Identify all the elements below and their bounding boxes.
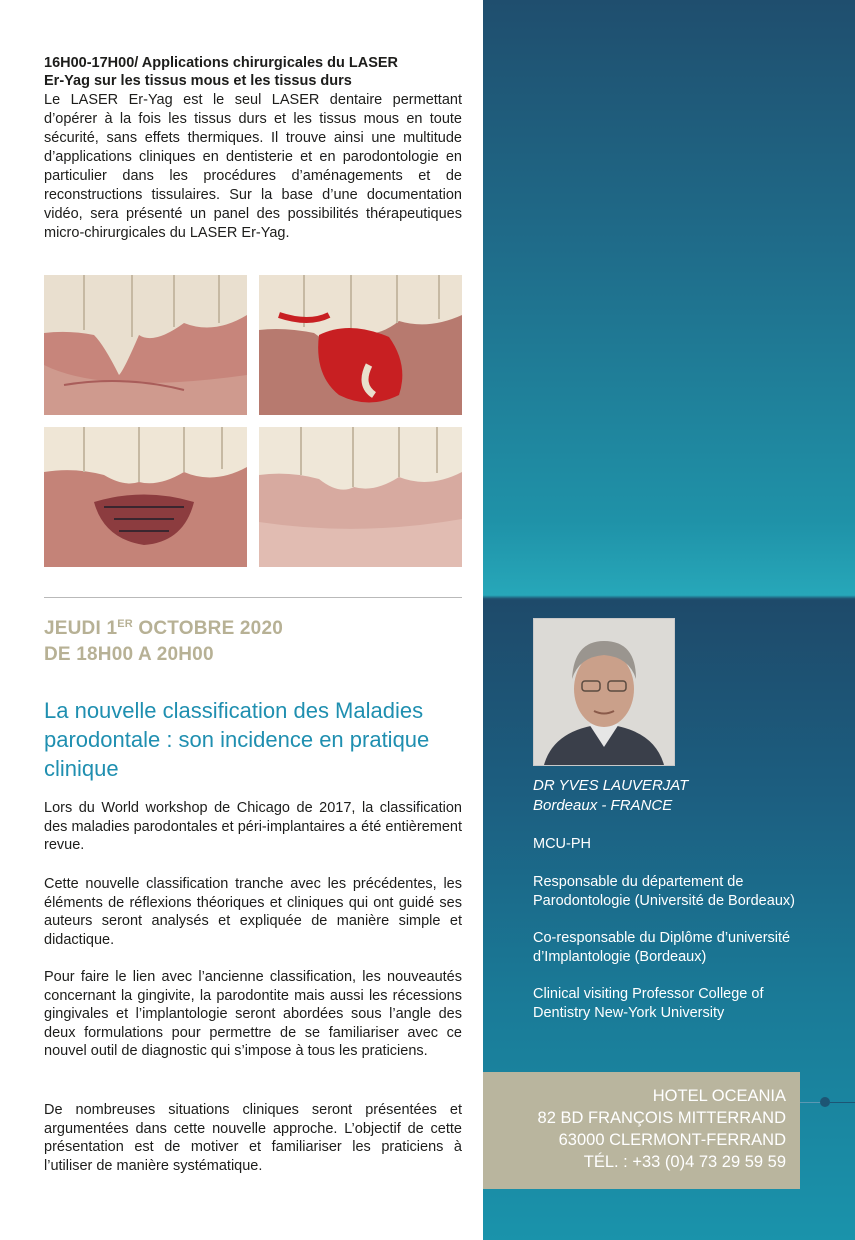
talk-paragraph-1: Lors du World workshop de Chicago de 2017, la classification des maladies parodontales et péri-implantaires a été entièrement revue. [44, 800, 462, 853]
event-date [44, 618, 462, 640]
session-description: Le LASER Er-Yag est le seul LASER dentaire permettant d’opérer à la fois les tissus durs et les tissus mous en toute sécurité, sans effets thermiques. Il trouve ainsi une multitude d’applications cliniques en dentisterie et en parodontologie en particulier dans les procédures d’aménagements et de reconstructions tissulaires. Sur la base d’une documentation vidéo, sera présenté un panel des possibilités thérapeutiques micro-chirurgicales du LASER Er-Yag. [44, 92, 462, 241]
talk-paragraph-3: Pour faire le lien avec l’ancienne classification, les nouveautés concernant la gingivite, la parodontite mais aussi les récessions gingivales et l’implantologie seront abordées sous l’angle des deux formulations pour permettre de se familiariser avec ce nouvel outil de diagnostic qui s’impose à tous les praticiens. [44, 969, 462, 1059]
section-divider [44, 597, 462, 598]
clinical-photo-sutures [44, 427, 247, 567]
talk-paragraph-2: Cette nouvelle classification tranche avec les précédentes, les éléments de réflexions théoriques et cliniques qui ont guidé ses auteurs seront analysés et expliquée de manière simple et didactique. [44, 876, 462, 948]
clinical-photo-healed [259, 427, 462, 567]
speaker-role-3: Co-responsable du Diplôme d’université d’Implantologie (Bordeaux) [533, 930, 791, 965]
event-time: DE 18H00 A 20H00 [44, 644, 214, 665]
speaker-name: DR YVES LAUVERJAT [533, 777, 689, 794]
session-title-line-2: Er-Yag sur les tissus mous et les tissus durs [44, 73, 352, 89]
talk-paragraph-4: De nombreuses situations cliniques seront présentées et argumentées dans cette nouvelle approche. L’objectif de cette présentation est de motiver et familiariser les praticiens à l’utiliser de manière systématique. [44, 1102, 462, 1174]
event-date-prefix: JEUDI 1 [44, 618, 118, 639]
event-date-superscript: ER [117, 618, 133, 630]
venue-box [483, 1072, 800, 1189]
venue-name: HOTEL OCEANIA [652, 1087, 786, 1105]
speaker-role-2: Responsable du département de Parodontologie (Université de Bordeaux) [533, 874, 795, 909]
speaker-role-4: Clinical visiting Professor College of Dentistry New-York University [533, 986, 764, 1021]
speaker-portrait [533, 618, 675, 766]
venue-address: 82 BD FRANÇOIS MITTERRAND [537, 1109, 786, 1127]
venue-connector-tail [830, 1102, 855, 1103]
venue-phone: TÉL. : +33 (0)4 73 29 59 59 [583, 1153, 786, 1171]
clinical-photo-before [44, 275, 247, 415]
talk-title: La nouvelle classification des Maladies parodontale : son incidence en pratique clinique [44, 698, 430, 781]
event-date-suffix: OCTOBRE 2020 [132, 618, 283, 639]
speaker-role-1: MCU-PH [533, 836, 591, 852]
clinical-photo-surgery [259, 275, 462, 415]
venue-connector-dot [820, 1097, 830, 1107]
session-title [44, 54, 462, 90]
venue-city: 63000 CLERMONT-FERRAND [558, 1131, 786, 1149]
session-title-line-1: 16H00-17H00/ Applications chirurgicales du LASER [44, 55, 399, 71]
speaker-city: Bordeaux - FRANCE [533, 797, 673, 814]
